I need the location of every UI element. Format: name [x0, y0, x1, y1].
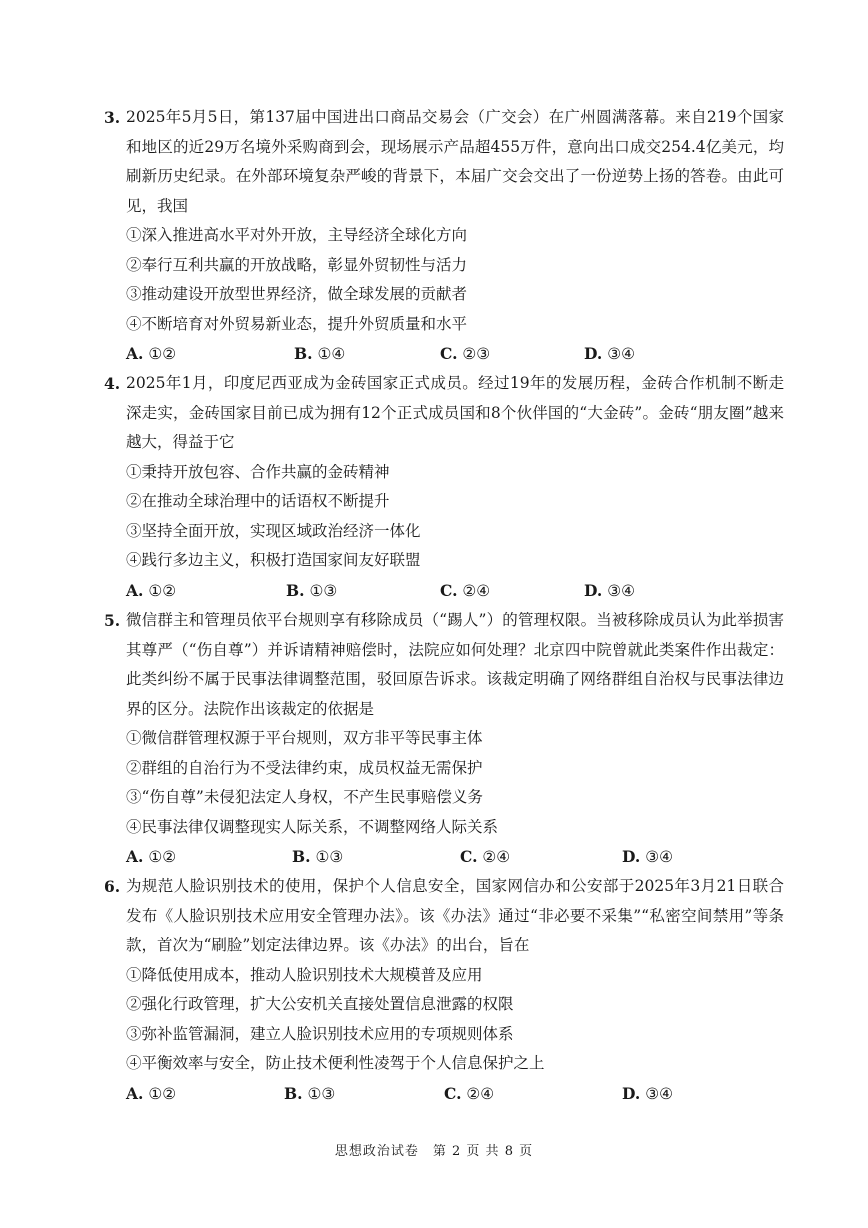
- answer-choices: [126, 576, 784, 606]
- question-stem: [104, 369, 784, 458]
- question-stem: [104, 872, 784, 961]
- choice-a[interactable]: A. ①②: [126, 847, 177, 866]
- statement-item: ③推动建设开放型世界经济，做全球发展的贡献者: [126, 285, 468, 303]
- choice-a[interactable]: A. ①②: [126, 344, 177, 363]
- question-stem: [104, 103, 784, 221]
- choice-d[interactable]: D. ③④: [584, 580, 636, 600]
- choice-c[interactable]: C. ②④: [444, 1083, 495, 1103]
- statement-item: ②在推动全球治理中的话语权不断提升: [126, 492, 390, 510]
- question-5: [104, 606, 784, 872]
- answer-choices: [126, 842, 784, 872]
- statement-item: ①微信群管理权源于平台规则，双方非平等民事主体: [126, 729, 483, 747]
- statement-item: ①秉持开放包容、合作共赢的金砖精神: [126, 462, 390, 481]
- statement-item: ④民事法律仅调整现实人际关系，不调整网络人际关系: [126, 817, 499, 836]
- statement-item: ③弥补监管漏洞，建立人脸识别技术应用的专项规则体系: [126, 1024, 514, 1043]
- question-3: [104, 103, 784, 369]
- choice-d[interactable]: D. ③④: [584, 344, 636, 363]
- question-text: 微信群主和管理员依平台规则享有移除成员（“踢人”）的管理权限。当被移除成员认为此举损害其尊严（“伤自尊”）并诉请精神赔偿时，法院应如何处理？北京四中院曾就此类案件作出裁定：此类纠纷不属于民事法律调整范围，驳回原告诉求。该裁定明确了网络群组自治权与民事法律边界的区分。法院作出该裁定的依据是: [126, 611, 784, 718]
- statement-item: ④不断培育对外贸易新业态，提升外贸质量和水平: [126, 314, 468, 333]
- choice-c[interactable]: C. ②④: [460, 847, 511, 866]
- choice-d[interactable]: D. ③④: [622, 847, 674, 866]
- answer-choices: [126, 339, 784, 369]
- question-stem: [104, 606, 784, 724]
- statement-item: ②群组的自治行为不受法律约束，成员权益无需保护: [126, 758, 483, 777]
- answer-choices: [126, 1079, 784, 1109]
- statement-item: ③“伤自尊”未侵犯法定人身权，不产生民事赔偿义务: [126, 788, 483, 806]
- question-number: 4.: [104, 374, 121, 393]
- question-number: 5.: [104, 611, 121, 630]
- statement-list: [104, 961, 784, 1079]
- choice-a[interactable]: A. ①②: [126, 580, 177, 600]
- statement-item: ①降低使用成本，推动人脸识别技术大规模普及应用: [126, 965, 483, 984]
- question-text: 为规范人脸识别技术的使用，保护个人信息安全，国家网信办和公安部于2025年3月21日联合发布《人脸识别技术应用安全管理办法》。该《办法》通过“非必要不采集”“私密空间禁用”等条款，首次为“刷脸”划定法律边界。该《办法》的出台，旨在: [126, 877, 784, 954]
- choice-d[interactable]: D. ③④: [622, 1083, 674, 1103]
- question-6: [104, 872, 784, 1108]
- statement-item: ②奉行互利共赢的开放战略，彰显外贸韧性与活力: [126, 255, 468, 274]
- choice-c[interactable]: C. ②③: [440, 344, 491, 363]
- page-footer: 思想政治试卷 第 2 页 共 8 页: [334, 1144, 534, 1159]
- statement-item: ①深入推进高水平对外开放，主导经济全球化方向: [126, 226, 468, 244]
- choice-c[interactable]: C. ②④: [440, 580, 491, 600]
- choice-b[interactable]: B. ①③: [284, 1083, 336, 1103]
- question-number: 3.: [104, 108, 121, 127]
- statement-item: ④平衡效率与安全，防止技术便利性凌驾于个人信息保护之上: [126, 1054, 545, 1072]
- statement-item: ④践行多边主义，积极打造国家间友好联盟: [126, 551, 421, 569]
- choice-b[interactable]: B. ①③: [286, 580, 338, 600]
- choice-b[interactable]: B. ①④: [294, 344, 346, 363]
- statement-list: [104, 724, 784, 842]
- statement-item: ②强化行政管理，扩大公安机关直接处置信息泄露的权限: [126, 995, 514, 1013]
- choice-a[interactable]: A. ①②: [126, 1083, 177, 1103]
- question-text: 2025年1月，印度尼西亚成为金砖国家正式成员。经过19年的发展历程，金砖合作机制不断走深走实，金砖国家目前已成为拥有12个正式成员国和8个伙伴国的“大金砖”。金砖“朋友圈”越来越大，得益于它: [126, 374, 784, 451]
- question-text: 2025年5月5日，第137届中国进出口商品交易会（广交会）在广州圆满落幕。来自219个国家和地区的近29万名境外采购商到会，现场展示产品超455万件，意向出口成交254.4亿美元，均刷新历史纪录。在外部环境复杂严峻的背景下，本届广交会交出了一份逆势上扬的答卷。由此可见，我国: [126, 108, 784, 215]
- choice-b[interactable]: B. ①③: [292, 847, 344, 866]
- statement-list: [104, 458, 784, 576]
- question-number: 6.: [104, 877, 121, 896]
- statement-item: ③坚持全面开放，实现区域政治经济一体化: [126, 521, 421, 540]
- statement-list: [104, 221, 784, 339]
- question-4: [104, 369, 784, 605]
